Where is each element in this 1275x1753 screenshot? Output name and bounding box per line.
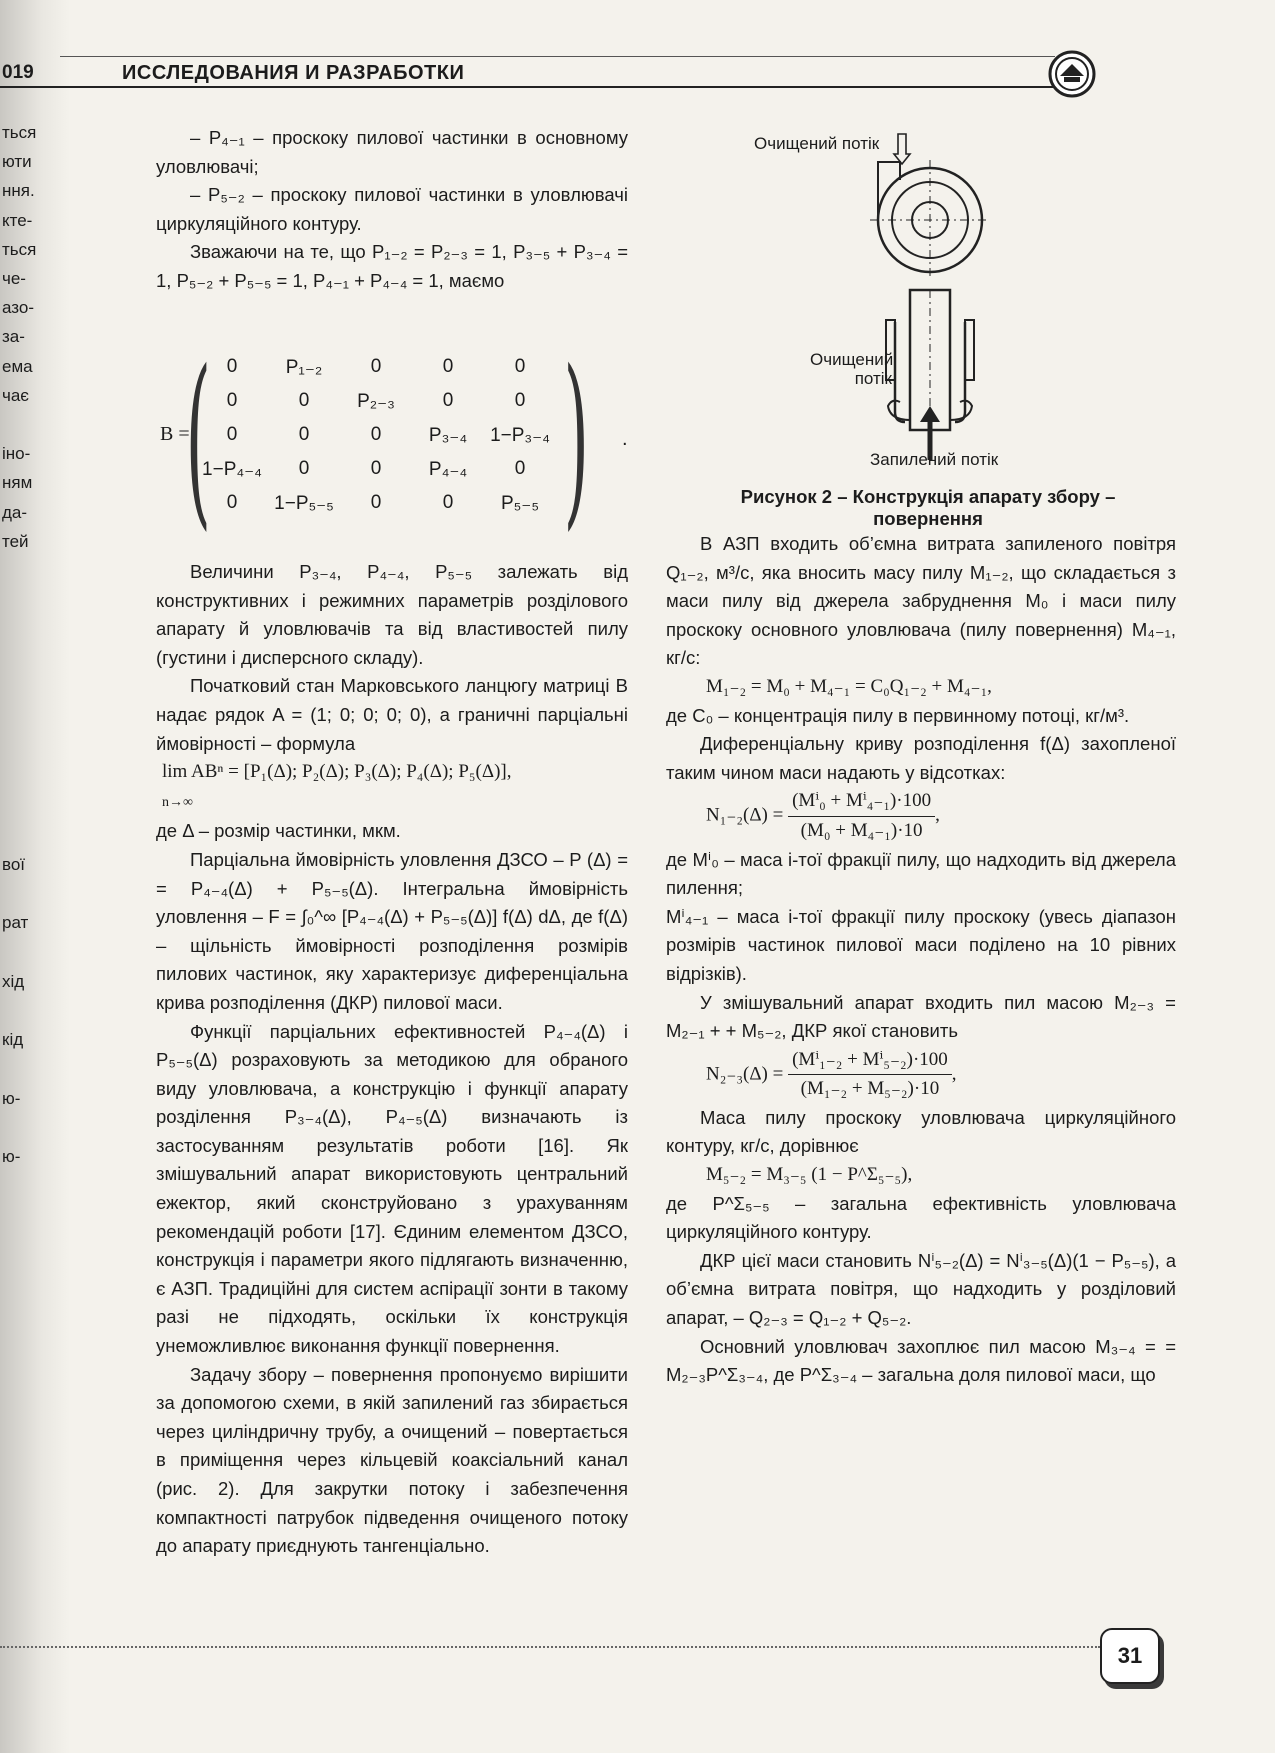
- paragraph-markov-initial: Початковий стан Марковського ланцюгу матриці B надає рядок A = (1; 0; 0; 0; 0), а граничні парціальні ймовірності – формула: [156, 675, 628, 754]
- matrix-cell: 0: [226, 424, 238, 445]
- matrix-cell: 1−P₃₋₄: [490, 424, 550, 446]
- matrix-cell: 0: [370, 424, 382, 445]
- paragraph-m0i-def: де Mⁱ₀ – маса і-тої фракції пилу, що надходить від джерела пилення;: [666, 848, 1176, 899]
- equation-m52: M₅₋₂ = M₃₋₅ (1 − P^Σ₅₋₅),: [706, 1164, 913, 1186]
- matrix-cell: 0: [226, 492, 238, 513]
- figure-label-clean-flow-mid: Очищений потік: [810, 350, 894, 388]
- header-rule: [0, 86, 1055, 88]
- matrix-cell: 0: [226, 356, 238, 377]
- matrix-cell: P₃₋₄: [428, 424, 468, 446]
- paragraph-collection-task: Задачу збору – повернення пропонуємо вирішити за допомогою схеми, в якій запилений газ збирається через циліндричну трубу, а очищений – повертається в приміщення через кільцевій коаксіальний канал (рис. 2). Для закрутки потоку і забезпечення компактності патрубок підведення очищеного потоку до апарату приєднують тангенціально.: [156, 1363, 628, 1557]
- matrix-table: [196, 350, 556, 520]
- clipped-previous-page-text-bottom: вої рат хід кід ю- ю-: [2, 855, 29, 1167]
- matrix-cell: 0: [514, 390, 526, 411]
- clipped-previous-page-text-top: ться юти ння. кте- ться че- азо- за- ема чає іно- ням да- тей: [2, 123, 37, 551]
- matrix-cell: 0: [370, 458, 382, 479]
- equation-n12: N₁₋₂(Δ) = $\frac{\text{(Mⁱ₀ + Mⁱ₄₋₁)·100}}{\text{(M₀ + M₄₋₁)·10}}$ ,: [666, 787, 1176, 845]
- left-page-number: 019: [2, 62, 34, 83]
- matrix-cell: 0: [442, 356, 454, 377]
- paragraph-c0-def: де C₀ – концентрація пилу в первинному потоці, кг/м³.: [666, 704, 1130, 726]
- figure-label-dusty-flow: Запилений потік: [870, 450, 999, 469]
- matrix-right-paren: ): [563, 330, 589, 547]
- paragraph-azp-inflow: В АЗП входить об’ємна витрата запиленого повітря Q₁₋₂, м³/с, яка вносить масу пилу M₁₋₂, що складається з маси пилу від джерела забруднення M₀ і маси пилу проскоку основного уловлювача (пилу повернення) M₄₋₁, кг/с:: [666, 533, 1176, 669]
- fraction-n12: $\frac{\text{(Mⁱ₀ + Mⁱ₄₋₁)·100}}{\text{(M₀ + M₄₋₁)·10}}$: [788, 787, 935, 845]
- fraction-n23: $\frac{\text{(Mⁱ₁₋₂ + Mⁱ₅₋₂)·100}}{\text{(M₁₋₂ + M₅₋₂)·10}}$: [788, 1046, 952, 1104]
- matrix-row: [196, 384, 556, 418]
- figure-apparatus: [754, 120, 1100, 490]
- left-column-lower: [156, 558, 628, 1561]
- matrix-left-paren: (: [185, 330, 211, 547]
- left-column: [156, 124, 628, 296]
- equation-m12: M₁₋₂ = M₀ + M₄₋₁ = C₀Q₁₋₂ + M₄₋₁,: [706, 675, 992, 697]
- matrix-cell: P₁₋₂: [285, 356, 323, 378]
- matrix-cell: 1−P₅₋₅: [274, 492, 334, 514]
- matrix-cell: 0: [514, 356, 526, 377]
- paragraph-given-equalities: Зважаючи на те, що P₁₋₂ = P₂₋₃ = 1, P₃₋₅ + P₃₋₄ = 1, P₅₋₂ + P₅₋₅ = 1, P₄₋₁ + P₄₋₄ = 1, маємо: [156, 241, 628, 291]
- matrix-cell: 1−P₄₋₄: [202, 458, 262, 480]
- paragraph-dkr-percent: Диференціальну криву розподілення f(Δ) захопленої таким чином маси надають у відсотках:: [666, 733, 1176, 783]
- matrix-b: [156, 330, 628, 547]
- matrix-cell: 0: [370, 356, 382, 377]
- matrix-cell: 0: [442, 492, 454, 513]
- matrix-cell: 0: [298, 458, 310, 479]
- journal-logo-icon: [1048, 50, 1096, 98]
- page-number-badge: 31: [1100, 1628, 1160, 1684]
- header-thin-rule: [60, 56, 1055, 57]
- paragraph-m41i-def: Mⁱ₄₋₁ – маса і-тої фракції пилу проскоку (увесь діапазон розмірів частинок пилової маси поділено на 10 рівних відрізків).: [666, 905, 1176, 984]
- running-header-title: ИССЛЕДОВАНИЯ И РАЗРАБОТКИ: [122, 62, 465, 84]
- equation-n23: N₂₋₃(Δ) = $\frac{\text{(Mⁱ₁₋₂ + Mⁱ₅₋₂)·100}}{\text{(M₁₋₂ + M₅₋₂)·10}}$ ,: [666, 1046, 1176, 1104]
- matrix-cell: P₅₋₅: [500, 492, 539, 514]
- matrix-row: [196, 452, 556, 486]
- matrix-cell: P₄₋₄: [428, 458, 468, 480]
- paragraph-efficiency-functions: Функції парціальних ефективностей P₄₋₄(Δ) і P₅₋₅(Δ) розраховують за методикою для обраного виду уловлювача, а конструкцію і функції апарату розділення P₃₋₄(Δ), P₄₋₅(Δ) визначають із застосуванням результатів роботи [16]. Як змішувальний апарат використовують центральний ежектор, який сконструйовано з урахуванням рекомендацій роботи [17]. Єдиним елементом ДЗСО, конструкція і параметри якого підлягають визначенню, є АЗП. Традиційні для систем аспірації зонти в такому разі не підходять, оскільки їх конструкція унеможливлює виконання функції повернення.: [156, 1020, 628, 1357]
- paragraph-delta-def: де Δ – розмір частинки, мкм.: [156, 820, 401, 842]
- matrix-cell: 0: [226, 390, 238, 411]
- paragraph-p55-def: де P^Σ₅₋₅ – загальна ефективність уловлювача циркуляційного контуру.: [666, 1192, 1176, 1243]
- paragraph-values-depend: Величини P₃₋₄, P₄₋₄, P₅₋₅ залежать від конструктивних і режимних параметрів розділового апарату й уловлювачів та від властивостей пилу (густини і дисперсного складу).: [156, 561, 628, 668]
- matrix-label: B =: [160, 423, 190, 445]
- footer-dotted-rule: [0, 1646, 1100, 1648]
- matrix-cell: 0: [442, 390, 454, 411]
- apparatus-diagram: [760, 120, 1100, 490]
- matrix-row: [196, 418, 556, 452]
- matrix-cell: 0: [370, 492, 382, 513]
- figure-caption: Рисунок 2 – Конструкція апарату збору – повернення: [740, 486, 1116, 529]
- right-column: [666, 530, 1176, 1390]
- paragraph-item-p52: – P₅₋₂ – проскоку пилової частинки в уловлювачі циркуляційного контуру.: [156, 184, 628, 234]
- matrix-row: [196, 350, 556, 384]
- matrix-body: [196, 350, 556, 520]
- paragraph-item-p41: – P₄₋₁ – проскоку пилової частинки в основному уловлювачі;: [156, 127, 628, 177]
- matrix-end-dot: .: [622, 428, 628, 450]
- matrix-cell: 0: [514, 458, 526, 479]
- figure-label-clean-flow-top: Очищений потік: [754, 134, 880, 153]
- paragraph-main-collector: Основний уловлювач захоплює пил масою M₃₋₄ = = M₂₋₃P^Σ₃₋₄, де P^Σ₃₋₄ – загальна доля пилової маси, що: [666, 1335, 1176, 1386]
- matrix-cell: 0: [298, 424, 310, 445]
- matrix-row: [196, 486, 556, 520]
- paragraph-partial-probability: Парціальна ймовірність уловлення ДЗСО – P (Δ) = = P₄₋₄(Δ) + P₅₋₅(Δ). Інтегральна ймовірність уловлення – F = ∫₀^∞ [P₄₋₄(Δ) + P₅₋₅(Δ)] f(Δ) dΔ, де f(Δ) – щільність ймовірності розподілення розмірів пилових частинок, яку характеризує диференціальна крива розподілення (ДКР) пилової маси.: [156, 848, 628, 1013]
- paragraph-bypass-mass: Маса пилу проскоку уловлювача циркуляційного контуру, кг/с, дорівнює: [666, 1106, 1176, 1157]
- matrix-cell: P₂₋₃: [357, 390, 395, 412]
- matrix-cell: 0: [298, 390, 310, 411]
- paragraph-dkr-mass: ДКР цієї маси становить Nⁱ₅₋₂(Δ) = Nⁱ₃₋₅(Δ)(1 − P₅₋₅), а об’ємна витрата повітря, що надходить у розділовий апарат, – Q₂₋₃ = Q₁₋₂ + Q₅₋₂.: [666, 1249, 1176, 1329]
- paragraph-mixing-inflow: У змішувальний апарат входить пил масою M₂₋₃ = M₂₋₁ + + M₅₋₂, ДКР якої становить: [666, 991, 1176, 1042]
- equation-limit: lim ABⁿ = [P₁(Δ); P₂(Δ); P₃(Δ); P₄(Δ); P₅(Δ)], n→∞: [162, 761, 512, 810]
